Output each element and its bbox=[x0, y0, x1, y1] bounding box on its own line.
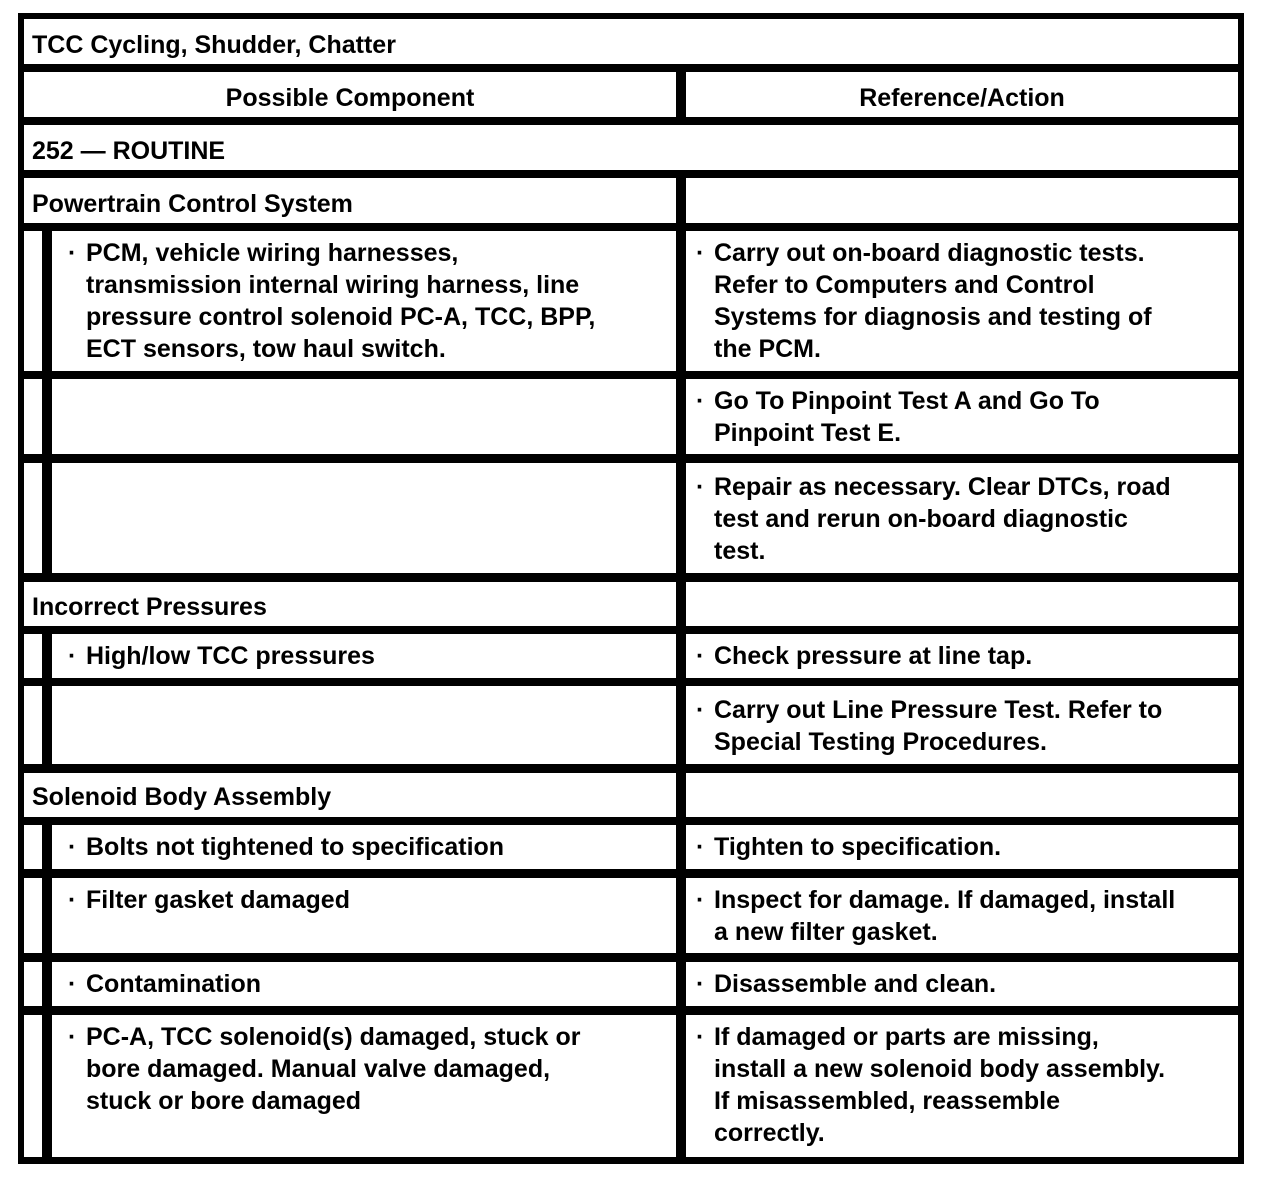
row-gutter bbox=[24, 379, 42, 454]
routine-cell bbox=[24, 125, 1238, 170]
column-header-component bbox=[24, 72, 676, 117]
section-header-action-blank bbox=[686, 178, 1238, 223]
table-row-component bbox=[52, 878, 676, 953]
table-row-component bbox=[52, 1015, 676, 1157]
action-text: · Disassemble and clean. bbox=[694, 968, 1246, 1000]
action-text: · Carry out Line Pressure Test. Refer to Special Testing Procedures. bbox=[694, 694, 1246, 758]
diagnosis-table bbox=[18, 13, 1244, 1164]
table-row-action bbox=[686, 1015, 1238, 1157]
section-label: Solenoid Body Assembly bbox=[32, 783, 332, 811]
row-gutter bbox=[24, 878, 42, 953]
action-text: · Repair as necessary. Clear DTCs, road test and rerun on-board diagnostic test. bbox=[694, 471, 1246, 567]
row-gutter bbox=[24, 1015, 42, 1157]
section-header-action-blank bbox=[686, 773, 1238, 817]
table-row-action bbox=[686, 686, 1238, 764]
component-text: · Contamination bbox=[66, 968, 690, 1000]
row-gutter bbox=[24, 634, 42, 678]
table-row-action bbox=[686, 962, 1238, 1006]
table-row-action bbox=[686, 231, 1238, 371]
table-row-component bbox=[52, 825, 676, 869]
component-text: · PCM, vehicle wiring harnesses, transmission internal wiring harness, line pressure control solenoid PC-A, TCC, BPP, ECT sensors, tow haul switch. bbox=[66, 237, 690, 365]
table-row-component bbox=[52, 379, 676, 454]
row-gutter bbox=[24, 962, 42, 1006]
section-header-action-blank bbox=[686, 582, 1238, 626]
section-label: Powertrain Control System bbox=[32, 190, 353, 218]
action-text: · If damaged or parts are missing, install a new solenoid body assembly. If misassembled, reassemble correctly. bbox=[694, 1021, 1246, 1149]
action-text: · Inspect for damage. If damaged, install a new filter gasket. bbox=[694, 884, 1246, 948]
row-gutter bbox=[24, 825, 42, 869]
action-text: · Check pressure at line tap. bbox=[694, 640, 1246, 672]
action-text: · Carry out on-board diagnostic tests. Refer to Computers and Control Systems for diagnosis and testing of the PCM. bbox=[694, 237, 1246, 365]
table-row-action bbox=[686, 825, 1238, 869]
table-row-component bbox=[52, 231, 676, 371]
component-text: · Bolts not tightened to specification bbox=[66, 831, 690, 863]
table-row-action bbox=[686, 634, 1238, 678]
table-row-component bbox=[52, 463, 676, 573]
component-text: · Filter gasket damaged bbox=[66, 884, 690, 916]
column-header-component-label: Possible Component bbox=[225, 84, 475, 112]
table-title: TCC Cycling, Shudder, Chatter bbox=[32, 31, 396, 59]
table-row-component bbox=[52, 686, 676, 764]
table-title-cell bbox=[24, 19, 1238, 64]
component-text: · High/low TCC pressures bbox=[66, 640, 690, 672]
table-row-action bbox=[686, 379, 1238, 454]
column-header-action bbox=[686, 72, 1238, 117]
section-label: Incorrect Pressures bbox=[32, 593, 267, 621]
routine-label: 252 — ROUTINE bbox=[32, 137, 226, 165]
section-header-powertrain bbox=[24, 178, 676, 223]
table-row-component bbox=[52, 962, 676, 1006]
row-gutter bbox=[24, 463, 42, 573]
column-header-action-label: Reference/Action bbox=[859, 84, 1065, 112]
component-text: · PC-A, TCC solenoid(s) damaged, stuck or bore damaged. Manual valve damaged, stuck or bore damaged bbox=[66, 1021, 690, 1117]
table-row-action bbox=[686, 463, 1238, 573]
table-row-component bbox=[52, 634, 676, 678]
action-text: · Go To Pinpoint Test A and Go To Pinpoint Test E. bbox=[694, 385, 1246, 449]
row-gutter bbox=[24, 686, 42, 764]
section-header-solenoid bbox=[24, 773, 676, 817]
row-gutter bbox=[24, 231, 42, 371]
action-text: · Tighten to specification. bbox=[694, 831, 1246, 863]
section-header-pressures bbox=[24, 582, 676, 626]
table-row-action bbox=[686, 878, 1238, 953]
